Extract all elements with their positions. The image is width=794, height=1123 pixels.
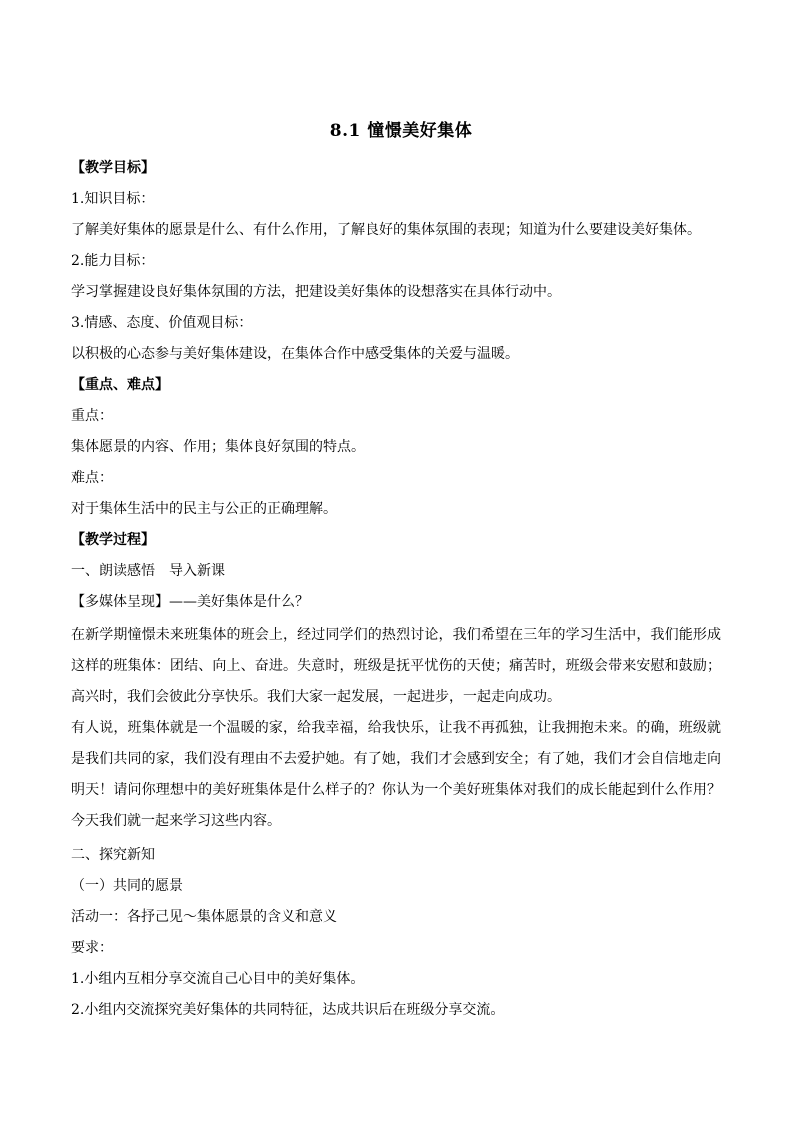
difficulty-text: 对于集体生活中的民主与公正的正确理解。 [71,501,337,517]
requirements-label: 要求： [71,940,113,956]
goal-knowledge-text: 了解美好集体的愿景是什么、有什么作用，了解良好的集体氛围的表现；知道为什么要建设美好集体。 [71,222,701,238]
section-heading-key-points: 【重点、难点】 [71,377,169,393]
goal-emotion-text: 以积极的心态参与美好集体建设，在集体合作中感受集体的关爱与温暖。 [71,346,519,362]
key-point-text: 集体愿景的内容、作用；集体良好氛围的特点。 [71,439,365,455]
step-two-heading: 二、探究新知 [71,847,155,863]
story-paragraph-2: 有人说，班集体就是一个温暖的家，给我幸福，给我快乐，让我不再孤独，让我拥抱未来。的确，班级就是我们共同的家，我们没有理由不去爱护她。有了她，我们才会感到安全；有了她，我们才会自信地走向明天！请问你理想中的美好班集体是什么样子的？你认为一个美好班集体对我们的成长能起到什么作用？今天我们就一起来学习这些内容。 [71,720,721,829]
goal-ability-text: 学习掌握建设良好集体氛围的方法，把建设美好集体的设想落实在具体行动中。 [71,284,561,300]
multimedia-prompt: 【多媒体呈现】——美好集体是什么？ [71,594,309,610]
section-heading-teaching-goals: 【教学目标】 [71,160,155,176]
requirement-item-2: 2.小组内交流探究美好集体的共同特征，达成共识后在班级分享交流。 [71,1002,505,1018]
goal-ability-label: 2.能力目标： [71,253,155,269]
difficulty-label: 难点： [71,470,113,486]
key-point-label: 重点： [71,408,113,424]
section-heading-teaching-process: 【教学过程】 [71,532,155,548]
goal-emotion-label: 3.情感、态度、价值观目标： [71,315,253,331]
document-title: 8.1 憧憬美好集体 [329,121,473,141]
goal-knowledge-label: 1.知识目标： [71,191,155,207]
story-paragraph-1: 在新学期憧憬未来班集体的班会上，经过同学们的热烈讨论，我们希望在三年的学习生活中，我们能形成这样的班集体：团结、向上、奋进。失意时，班级是抚平忧伤的天使；痛苦时，班级会带来安慰和鼓励；高兴时，我们会彼此分享快乐。我们大家一起发展，一起进步，一起走向成功。 [71,627,721,705]
step-one-heading: 一、朗读感悟 导入新课 [71,563,225,579]
activity-one-title: 活动一：各抒己见～集体愿景的含义和意义 [71,909,337,925]
requirement-item-1: 1.小组内互相分享交流自己心目中的美好集体。 [71,971,365,987]
subsection-shared-vision: （一）共同的愿景 [71,878,183,894]
